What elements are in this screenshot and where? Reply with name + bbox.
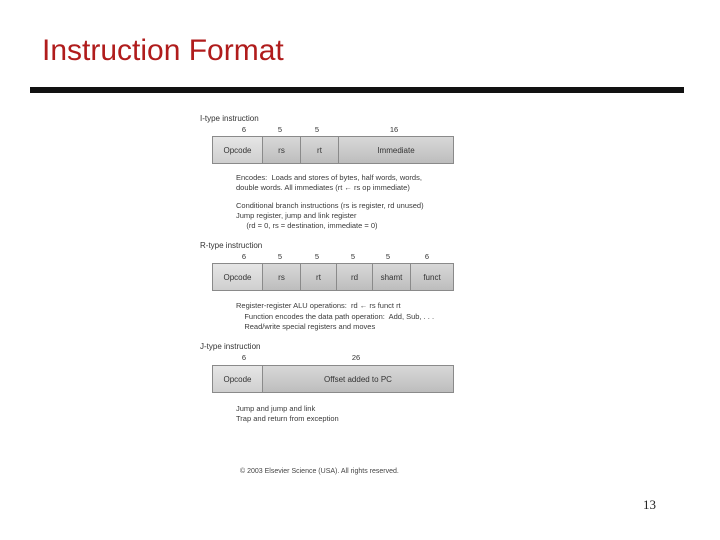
i-type-width-opcode: 6 — [241, 125, 247, 134]
j-type-desc-line: Trap and return from exception — [236, 414, 339, 423]
r-type-width-shamt: 5 — [385, 252, 391, 261]
r-type-field-rt: rt — [301, 264, 337, 290]
j-type-field-opcode: Opcode — [213, 366, 263, 392]
r-type-desc-line: Read/write special registers and moves — [236, 322, 376, 331]
j-type-width-offset: 26 — [351, 353, 361, 362]
copyright-notice: © 2003 Elsevier Science (USA). All rights reserved. — [240, 468, 399, 475]
i-type-field-rs: rs — [263, 137, 301, 163]
page-number: 13 — [643, 497, 656, 512]
i-type-field-immediate: Immediate — [377, 145, 415, 155]
r-type-field-rs: rs — [263, 264, 301, 290]
i-type-title: I-type instruction — [200, 114, 259, 123]
i-type-desc-line: Conditional branch instructions (rs is register, rd unused) — [236, 201, 424, 210]
i-type-field-rt: rt — [301, 137, 339, 163]
i-type-width-rs: 5 — [277, 125, 283, 134]
r-type-field-opcode: Opcode — [213, 264, 263, 290]
i-type-width-immediate: 16 — [389, 125, 399, 134]
i-type-desc-line: double words. All immediates (rt ← rs op immediate) — [236, 183, 410, 192]
instruction-format-figure — [196, 112, 472, 484]
r-type-desc-line: Function encodes the data path operation: Add, Sub, . . . — [236, 312, 435, 321]
j-type-title: J-type instruction — [200, 342, 261, 351]
i-type-desc-line: Jump register, jump and link register — [236, 211, 357, 220]
r-type-field-funct: funct — [423, 272, 441, 282]
r-type-field-rd: rd — [337, 264, 373, 290]
r-type-width-rs: 5 — [277, 252, 283, 261]
j-type-field-offset: Offset added to PC — [324, 374, 392, 384]
j-type-desc-line: Jump and jump and link — [236, 404, 316, 413]
i-type-field-opcode: Opcode — [213, 137, 263, 163]
r-type-title: R-type instruction — [200, 241, 263, 250]
r-type-width-rd: 5 — [350, 252, 356, 261]
i-type-desc-line: (rd = 0, rs = destination, immediate = 0) — [236, 221, 378, 230]
title-divider — [30, 87, 684, 93]
i-type-desc-line: Encodes: Loads and stores of bytes, half words, words, — [236, 173, 422, 182]
j-type-format-bar — [212, 365, 454, 393]
r-type-format-bar — [212, 263, 454, 291]
r-type-desc-line: Register-register ALU operations: rd ← rs funct rt — [236, 301, 401, 310]
r-type-width-rt: 5 — [314, 252, 320, 261]
j-type-width-opcode: 6 — [241, 353, 247, 362]
r-type-width-funct: 6 — [424, 252, 430, 261]
slide-title: Instruction Format — [42, 34, 284, 67]
i-type-format-bar — [212, 136, 454, 164]
r-type-width-opcode: 6 — [241, 252, 247, 261]
i-type-width-rt: 5 — [314, 125, 320, 134]
r-type-field-shamt: shamt — [373, 264, 411, 290]
